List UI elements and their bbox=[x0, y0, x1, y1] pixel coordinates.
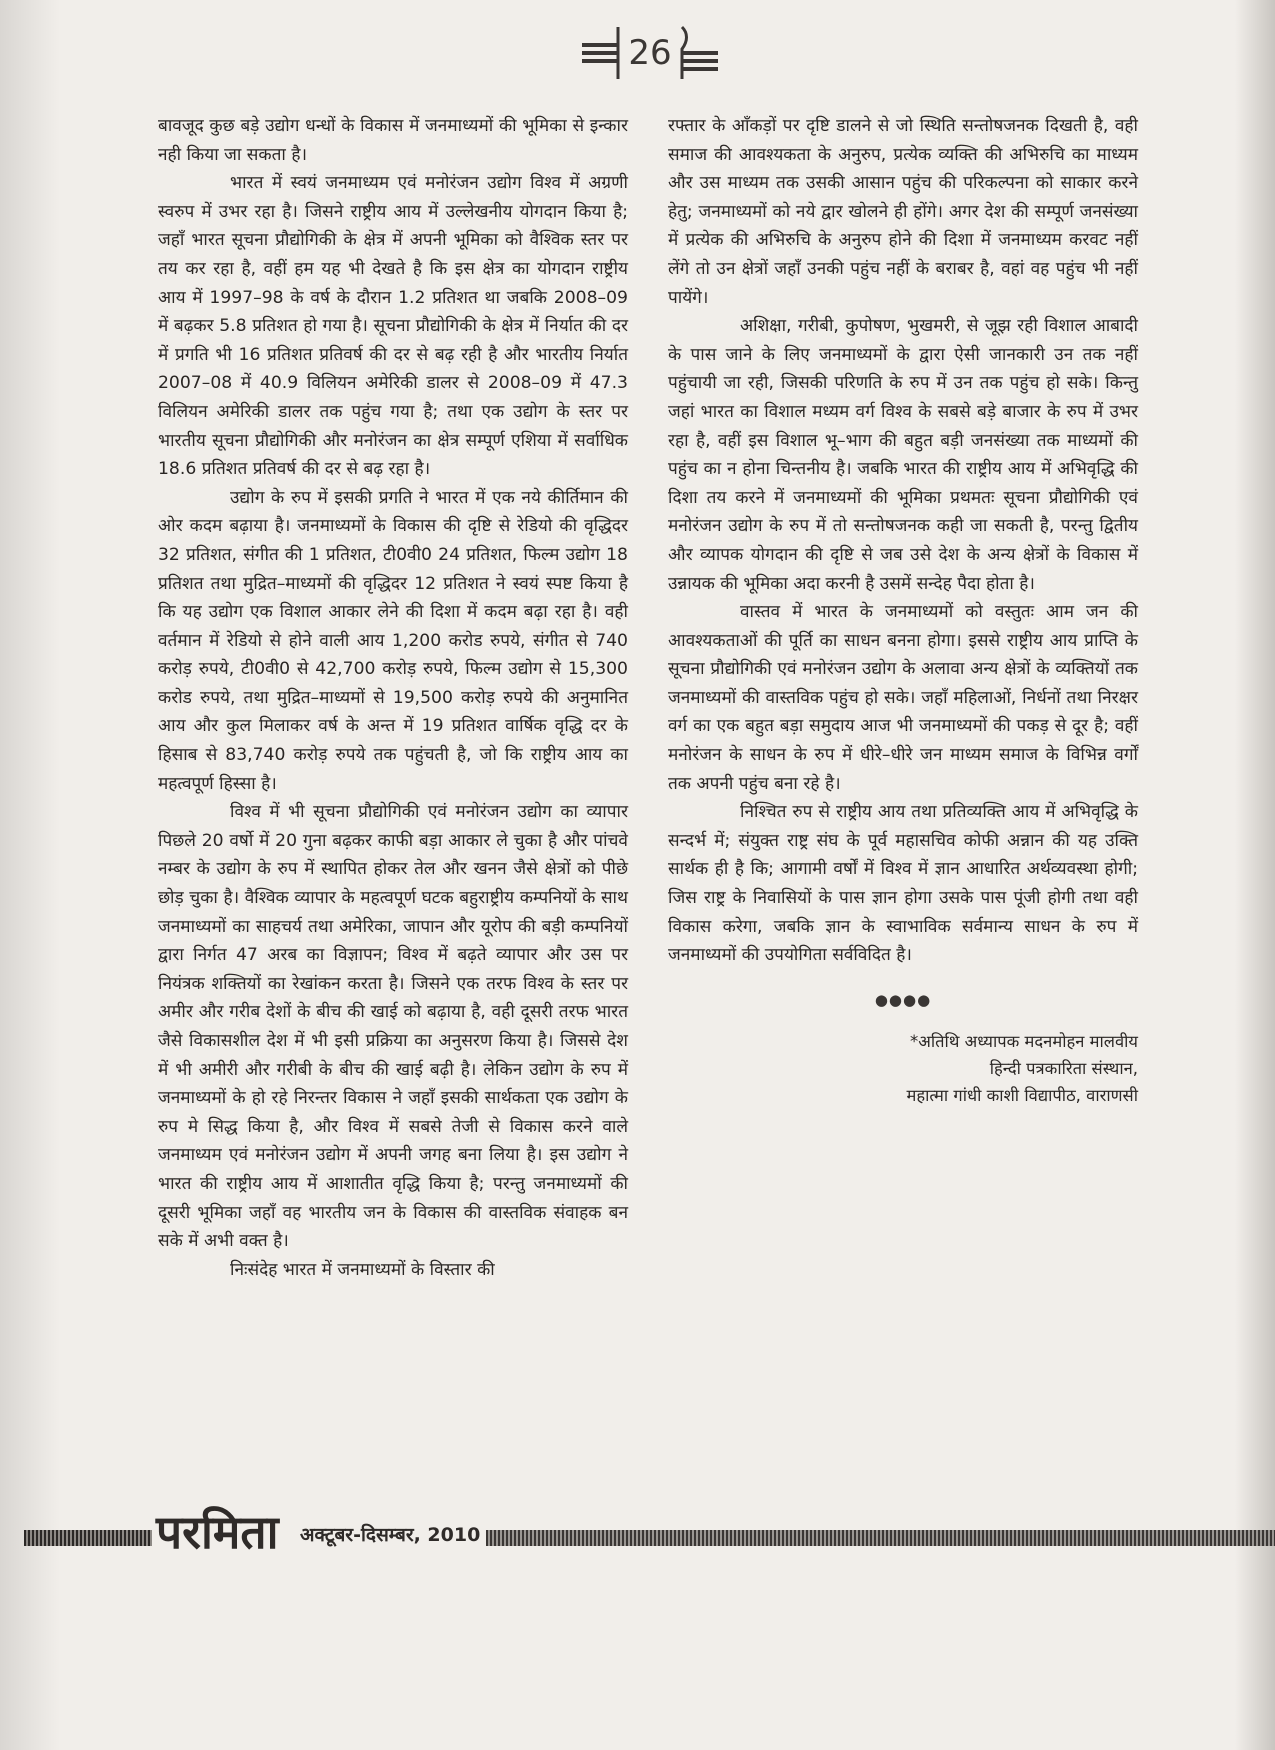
footer-rule-left bbox=[24, 1530, 152, 1546]
affiliation-line: *अतिथि अध्यापक मदनमोहन मालवीय bbox=[910, 1032, 1138, 1052]
magazine-name: परमिता bbox=[156, 1505, 279, 1559]
page-header bbox=[570, 18, 730, 88]
paragraph: विश्व में भी सूचना प्रौद्योगिकी एवं मनोरंजन उद्योग का व्यापार पिछले 20 वर्षो में 20 गुना बढ़कर काफी बड़ा आकार ले चुका है और पांचवे नम्बर के उद्योग के रुप में स्थापित होकर तेल और खनन जैसे क्षेत्रों को पीछे छोड़ चुका है। वैश्विक व्यापार के महत्वपूर्ण घटक बहुराष्ट्रीय कम्पनियों के साथ जनमाध्यमों का साहचर्य तथा अमेरिका, जापान और यूरोप की बड़ी कम्पनियों द्वारा निर्गत 47 अरब का विज्ञापन; विश्व में बढ़ते व्यापार और उस पर नियंत्रक शक्तियों का रेखांकन करता है। जिसने एक तरफ विश्व के स्तर पर अमीर और गरीब देशों के बीच की खाई को बढ़ाया है, वही दूसरी तरफ भारत जैसे विकासशील देश में भी इसी प्रक्रिया का अनुसरण किया है। जिससे देश में भी अमीरी और गरीबी के बीच की खाई बढ़ी है। लेकिन उद्योग के रुप में जनमाध्यमों के हो रहे निरन्तर विकास ने जहाँ इसकी सार्थकता एक उद्योग के रुप मे सिद्ध किया है, और विश्व में सबसे तेजी से विकास करने वाले जनमाध्यम एवं मनोरंजन उद्योग में अपनी जगह बना लिया है। इस उद्योग ने भारत की राष्ट्रीय आय में आशातीत वृद्धि किया है; परन्तु जनमाध्यमों की दूसरी भूमिका जहाँ वह भारतीय जन के विकास की वास्तविक संवाहक बन सके में अभी वक्त है। bbox=[158, 802, 628, 1252]
paragraph: निःसंदेह भारत में जनमाध्यमों के विस्तार की bbox=[230, 1259, 495, 1280]
issue-date: अक्टूबर-दिसम्बर, 2010 bbox=[300, 1524, 481, 1546]
author-affiliation bbox=[668, 1028, 1138, 1109]
right-ornament-icon bbox=[678, 23, 720, 83]
footer-rule-right bbox=[486, 1530, 1275, 1546]
left-column bbox=[158, 112, 628, 1284]
paragraph: बावजूद कुछ बड़े उद्योग धन्धों के विकास में जनमाध्यमों की भूमिका से इन्कार नही किया जा सकता है। bbox=[158, 116, 628, 165]
right-column bbox=[668, 112, 1138, 1109]
paragraph: रफ्तार के आँकड़ों पर दृष्टि डालने से जो स्थिति सन्तोषजनक दिखती है, वही समाज की आवश्यकता के अनुरुप, प्रत्येक व्यक्ति की अभिरुचि का माध्यम और उस माध्यम तक उसकी आसान पहुंच की परिकल्पना को साकार करने हेतु; जनमाध्यमों को नये द्वार खोलने ही होंगे। अगर देश की सम्पूर्ण जनसंख्या में प्रत्येक की अभिरुचि के अनुरुप होने की दिशा में जनमाध्यम करवट नहीं लेंगे तो उन क्षेत्रों जहाँ उनकी पहुंच नहीं के बराबर है, वहां वह पहुंच भी नहीं पायेंगे। bbox=[668, 116, 1138, 308]
page-gutter-shadow bbox=[0, 0, 60, 1750]
affiliation-line: हिन्दी पत्रकारिता संस्थान, bbox=[989, 1059, 1138, 1079]
paragraph: वास्तव में भारत के जनमाध्यमों को वस्तुतः आम जन की आवश्यकताओं की पूर्ति का साधन बनना होगा। इससे राष्ट्रीय आय प्राप्ति के सूचना प्रौद्योगिकी एवं मनोरंजन उद्योग के अलावा अन्य क्षेत्रों के व्यक्तियों तक जनमाध्यमों की वास्तविक पहुंच हो सके। जहाँ महिलाओं, निर्धनों तथा निरक्षर वर्ग का एक बहुत बड़ा समुदाय आज भी जनमाध्यमों की पकड़ से दूर है; वहीं मनोरंजन के साधन के रुप में धीरे–धीरे जन माध्यम समाज के विभिन्न वर्गों तक अपनी पहुंच बना रहे है। bbox=[668, 602, 1138, 794]
page-edge-shadow bbox=[1235, 0, 1275, 1750]
paragraph: अशिक्षा, गरीबी, कुपोषण, भुखमरी, से जूझ रही विशाल आबादी के पास जाने के लिए जनमाध्यमों के द्वारा ऐसी जानकारी उन तक नहीं पहुंचायी जा रही, जिसकी परिणति के रुप में उन तक पहुंच हो सके। किन्तु जहां भारत का विशाल मध्यम वर्ग विश्व के सबसे बड़े बाजार के रुप में उभर रहा है, वहीं इस विशाल भू–भाग की बहुत बड़ी जनसंख्या तक माध्यमों की पहुंच का न होना चिन्तनीय है। जबकि भारत की राष्ट्रीय आय में अभिवृद्धि की दिशा तय करने में जनमाध्यमों की भूमिका प्रथमतः सूचना प्रौद्योगिकी एवं मनोरंजन उद्योग के रुप में तो सन्तोषजनक कही जा सकती है, परन्तु द्वितीय और व्यापक योगदान की दृष्टि से जब उसे देश के अन्य क्षेत्रों के विकास में उन्नायक की भूमिका अदा करनी है उसमें सन्देह पैदा होता है। bbox=[668, 316, 1138, 594]
affiliation-line: महात्मा गांधी काशी विद्यापीठ, वाराणसी bbox=[906, 1086, 1138, 1106]
section-separator: ●●●● bbox=[874, 990, 932, 1009]
paragraph: उद्योग के रुप में इसकी प्रगति ने भारत में एक नये कीर्तिमान की ओर कदम बढ़ाया है। जनमाध्यमों के विकास की दृष्टि से रेडियो की वृद्धिदर 32 प्रतिशत, संगीत की 1 प्रतिशत, टी0वी0 24 प्रतिशत, फिल्म उद्योग 18 प्रतिशत तथा मुद्रित–माध्यमों की वृद्धिदर 12 प्रतिशत ने स्वयं स्पष्ट किया है कि यह उद्योग एक विशाल आकार लेने की दिशा में कदम बढ़ा रहा है। वही वर्तमान में रेडियो से होने वाली आय 1,200 करोड रुपये, संगीत से 740 करोड़ रुपये, टी0वी0 से 42,700 करोड़ रुपये, फिल्म उद्योग से 15,300 करोड रुपये, तथा मुद्रित–माध्यमों से 19,500 करोड़ रुपये की अनुमानित आय और कुल मिलाकर वर्ष के अन्त में 19 प्रतिशत वार्षिक वृद्धि दर के हिसाब से 83,740 करोड़ रुपये तक पहुंचती है, जो कि राष्ट्रीय आय का महत्वपूर्ण हिस्सा है। bbox=[158, 487, 628, 794]
left-ornament-icon bbox=[580, 23, 622, 83]
page-number: 26 bbox=[628, 33, 672, 73]
paragraph: निश्चित रुप से राष्ट्रीय आय तथा प्रतिव्यक्ति आय में अभिवृद्धि के सन्दर्भ में; संयुक्त राष्ट्र संघ के पूर्व महासचिव कोफी अन्नान की यह उक्ति सार्थक ही है कि; आगामी वर्षों में विश्व में ज्ञान आधारित अर्थव्यवस्था होगी; जिस राष्ट्र के निवासियों के पास ज्ञान होगा उसके पास पूंजी होगी तथा वही विकास करेगा, जबकि ज्ञान के स्वाभाविक सर्वमान्य साधन के रुप में जनमाध्यमों की उपयोगिता सर्वविदित है। bbox=[668, 802, 1138, 966]
paragraph: भारत में स्वयं जनमाध्यम एवं मनोरंजन उद्योग विश्व में अग्रणी स्वरुप में उभर रहा है। जिसने राष्ट्रीय आय में उल्लेखनीय योगदान किया है; जहाँ भारत सूचना प्रौद्योगिकी के क्षेत्र में अपनी भूमिका को वैश्विक स्तर पर तय कर रहा है, वहीं हम यह भी देखते है कि इस क्षेत्र का योगदान राष्ट्रीय आय में 1997–98 के वर्ष के दौरान 1.2 प्रतिशत था जबकि 2008–09 में बढ़कर 5.8 प्रतिशत हो गया है। सूचना प्रौद्योगिकी के क्षेत्र में निर्यात की दर में प्रगति भी 16 प्रतिशत प्रतिवर्ष की दर से बढ़ रही है और भारतीय निर्यात 2007–08 में 40.9 विलियन अमेरिकी डालर से 2008–09 में 47.3 विलियन अमेरिकी डालर तक पहुंच गया है; तथा एक उद्योग के स्तर पर भारतीय सूचना प्रौद्योगिकी और मनोरंजन का क्षेत्र सम्पूर्ण एशिया में सर्वाधिक 18.6 प्रतिशत प्रतिवर्ष की दर से बढ़ रहा है। bbox=[158, 173, 628, 480]
